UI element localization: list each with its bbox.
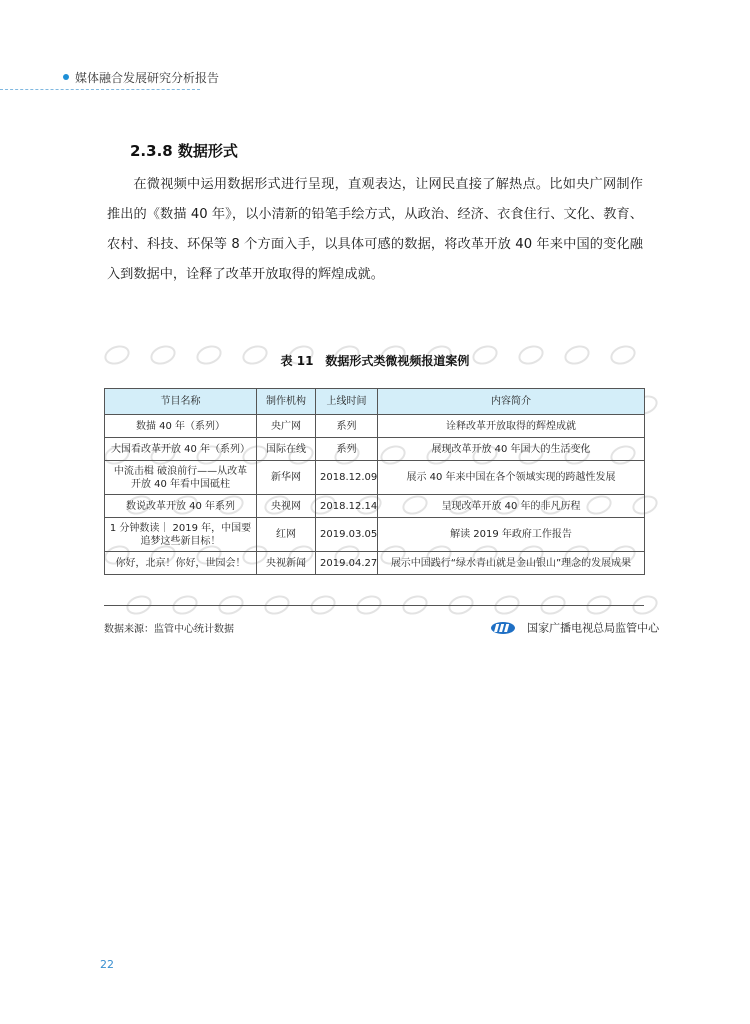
cell-producer: 红网 [257,518,316,552]
cell-producer: 央视网 [257,495,316,518]
cell-producer: 国际在线 [257,438,316,461]
header-bullet-icon [63,74,69,80]
page-number: 22 [100,958,114,971]
section-title: 2.3.8 数据形式 [130,142,238,160]
source-divider [104,605,644,606]
running-header [0,62,220,90]
cell-date: 2018.12.14 [316,495,378,518]
table-row [105,461,645,495]
cell-summary: 展现改革开放 40 年国人的生活变化 [378,438,645,461]
cell-date: 2019.04.27 [316,552,378,575]
body-paragraph: 在微视频中运用数据形式进行呈现，直观表达，让网民直接了解热点。比如央广网制作推出的《数描 40 年》，以小清新的铅笔手绘方式，从政治、经济、衣食住行、文化、教育、农村、科技、环保等 8 个方面入手，以具体可感的数据，将改革开放 40 年来中国的变化融入到数据中，诠释了改革开放取得的辉煌成就。 [107,177,643,282]
cell-date: 2018.12.09 [316,461,378,495]
table-row [105,415,645,438]
cell-producer: 新华网 [257,461,316,495]
column-header: 上线时间 [316,389,378,415]
table-header-row [105,389,645,415]
cell-program: 你好，北京！你好，世园会！ [105,552,257,575]
organization-name: 国家广播电视总局监管中心 [527,621,660,635]
cell-program: 大国看改革开放 40 年（系列） [105,438,257,461]
organization-credit [490,617,659,635]
cell-summary: 解读 2019 年政府工作报告 [378,518,645,552]
header-divider [0,89,200,90]
column-header: 内容简介 [378,389,645,415]
cell-producer: 央广网 [257,415,316,438]
table-caption: 表 11 数据形式类微视频报道案例 [280,354,470,368]
cell-program: 中流击楫 破浪前行——从改革开放 40 年看中国砥柱 [105,461,257,495]
table-row [105,495,645,518]
data-source: 数据来源：监管中心统计数据 [104,624,234,635]
header-title: 媒体融合发展研究分析报告 [75,71,220,85]
cell-producer: 央视新闻 [257,552,316,575]
column-header: 节目名称 [105,389,257,415]
cell-summary: 诠释改革开放取得的辉煌成就 [378,415,645,438]
table-row [105,518,645,552]
cell-date: 系列 [316,438,378,461]
cases-table [104,388,645,575]
table-row [105,438,645,461]
agency-logo-icon [490,621,516,635]
cell-summary: 展示中国践行“绿水青山就是金山银山”理念的发展成果 [378,552,645,575]
cell-summary: 呈现改革开放 40 年的非凡历程 [378,495,645,518]
cell-summary: 展示 40 年来中国在各个领域实现的跨越性发展 [378,461,645,495]
column-header: 制作机构 [257,389,316,415]
cell-program: 数说改革开放 40 年系列 [105,495,257,518]
cell-date: 2019.03.05 [316,518,378,552]
cell-program: 1 分钟数读｜ 2019 年，中国要追梦这些新目标！ [105,518,257,552]
cell-date: 系列 [316,415,378,438]
cell-program: 数描 40 年（系列） [105,415,257,438]
table-row [105,552,645,575]
